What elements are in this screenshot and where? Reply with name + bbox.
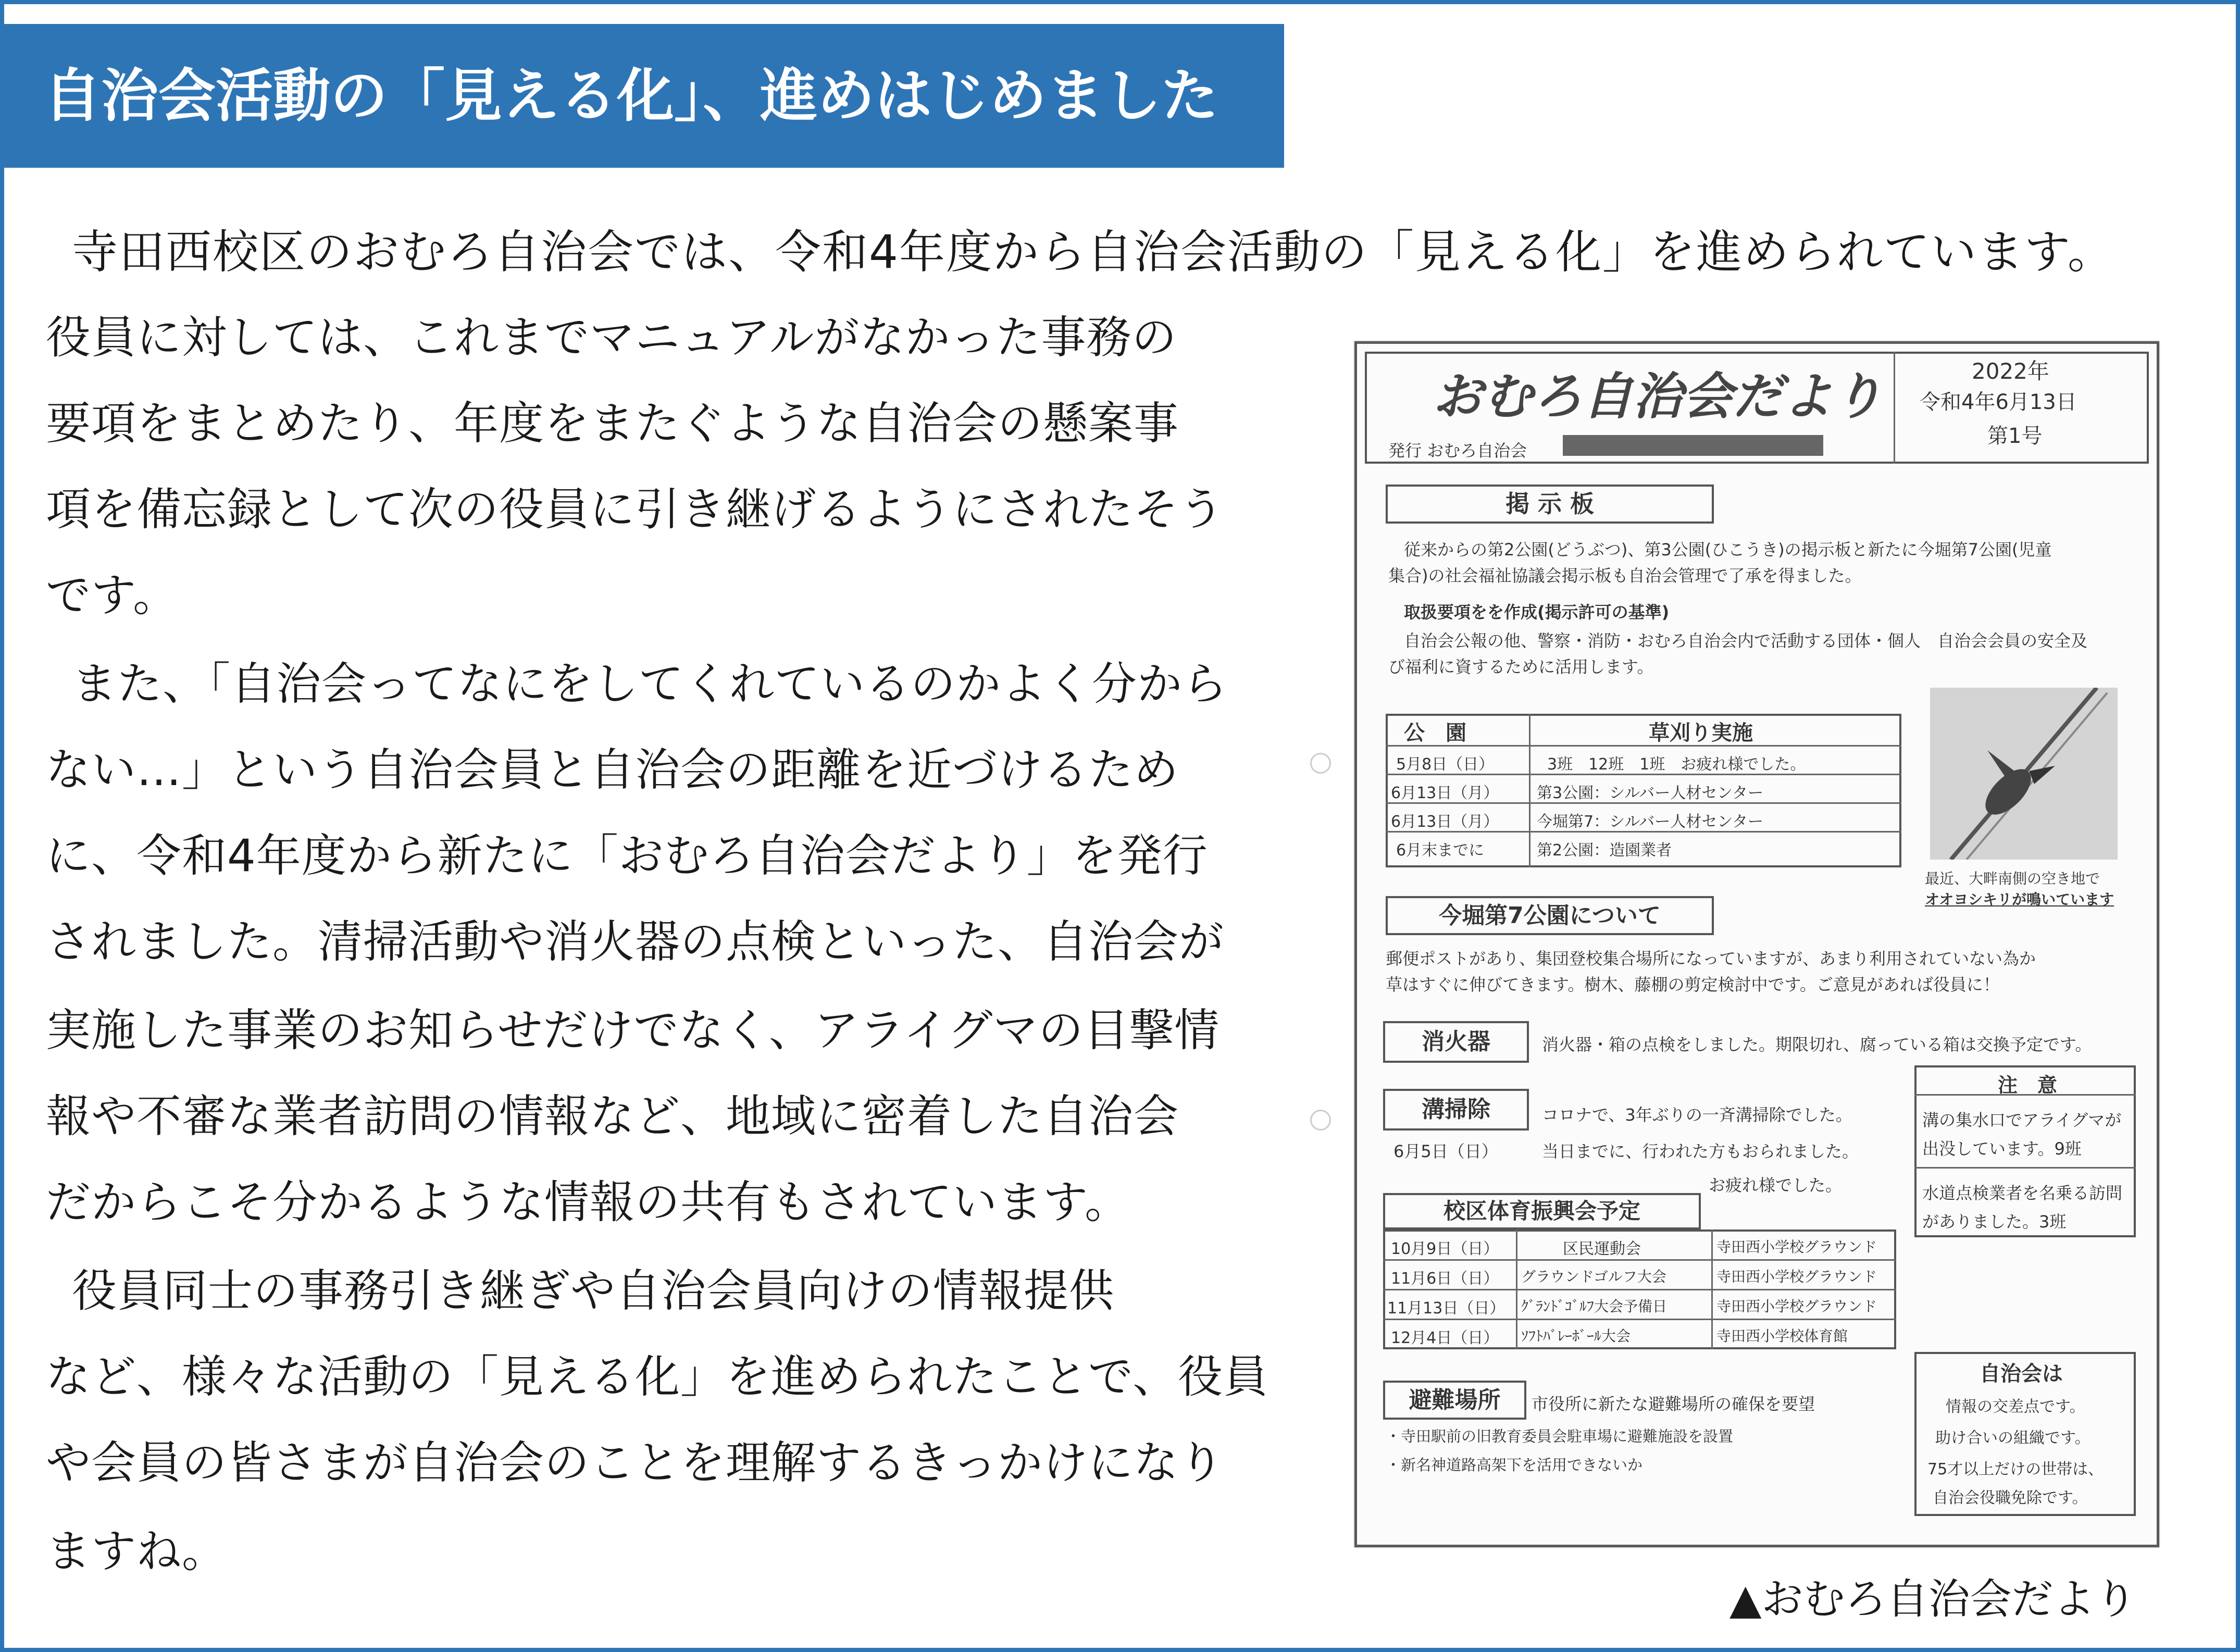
photo-caption: 最近、大畔南側の空き地で <box>1925 870 2100 887</box>
article-line-4: 項を備忘録として次の役員に引き継げるようにされたそう <box>46 483 1224 536</box>
article-line-9: されました。清掃活動や消火器の点検といった、自治会が <box>46 916 1224 968</box>
article-line-2: 役員に対しては、これまでマニュアルがなかった事務の <box>46 312 1177 364</box>
article-line-15: や会員の皆さまが自治会のことを理解するきっかけになり <box>46 1437 1224 1489</box>
sports-event: ｿﾌﾄﾊﾞﾚｰﾎﾞｰﾙ大会 <box>1521 1327 1631 1345</box>
article-line-8: に、令和4年度から新たに「おむろ自治会だより」を発行 <box>46 830 1208 882</box>
article-line-6: また、「自治会ってなにをしてくれているのかよく分から <box>72 658 1228 710</box>
cleaning-label: 溝掃除 <box>1383 1089 1529 1131</box>
article-line-11: 報や不審な業者訪問の情報など、地域に密着した自治会 <box>46 1090 1179 1142</box>
sports-date: 11月13日（日） <box>1387 1299 1505 1318</box>
sports-place: 寺田西小学校グラウンド <box>1716 1238 1877 1256</box>
article-line-12: だからこそ分かるような情報の共有もされています。 <box>46 1176 1130 1228</box>
board-text: 従来からの第2公園(どうぶつ)、第3公園(ひこうき)の掲示板と新たに今堀第7公園(児童 <box>1404 540 2052 560</box>
article-line-1: 寺田西校区のおむろ自治会では、令和4年度から自治会活動の「見える化」を進められています。 <box>72 225 2114 279</box>
sports-event: グラウンドゴルフ大会 <box>1521 1268 1666 1285</box>
park7-text: 郵便ポストがあり、集団登校集合場所になっていますが、あまり利用されていない為か <box>1386 949 2036 968</box>
extinguisher-text: 消火器・箱の点検をしました。期限切れ、腐っている箱は交換予定です。 <box>1542 1035 2092 1054</box>
board-label: 掲 示 板 <box>1386 485 1714 524</box>
photo-caption: オオヨシキリが鳴いています <box>1925 891 2114 908</box>
park-col2: 草刈り実施 <box>1649 721 1753 745</box>
header-divider <box>1894 352 1895 464</box>
about-text: 助け合いの組織です。 <box>1935 1429 2090 1447</box>
article-line-5: です。 <box>46 569 179 622</box>
shelter-text: ・新名神道路高架下を活用できないか <box>1386 1456 1643 1474</box>
sports-place: 寺田西小学校体育館 <box>1716 1327 1848 1345</box>
image-caption: ▲おむろ自治会だより <box>1729 1575 2137 1623</box>
sports-date: 10月9日（日） <box>1391 1240 1499 1258</box>
title-banner <box>0 24 1284 168</box>
about-text: 75才以上だけの世帯は、 <box>1927 1460 2104 1479</box>
cleaning-text: お疲れ様でした。 <box>1709 1175 1843 1195</box>
caution-text: がありました。3班 <box>1922 1212 2067 1232</box>
about-text: 情報の交差点です。 <box>1946 1398 2085 1416</box>
article-line-16: ますね。 <box>46 1525 227 1578</box>
board-text: 集合)の社会福祉協議会掲示板も自治会管理で了承を得ました。 <box>1388 566 1862 586</box>
extinguisher-label: 消火器 <box>1383 1021 1529 1063</box>
article-line-10: 実施した事業のお知らせだけでなく、アライグマの目撃情 <box>46 1004 1220 1057</box>
park7-text: 草はすぐに伸びてきます。樹木、藤棚の剪定検討中です。ご意見があれば役員に！ <box>1386 975 2000 995</box>
caution-text: 溝の集水口でアライグマが <box>1922 1110 2122 1130</box>
shelter-text: 市役所に新たな避難場所の確保を要望 <box>1532 1394 1815 1414</box>
park-date: 6月13日（月） <box>1391 784 1499 802</box>
park-col1: 公 園 <box>1404 721 1466 745</box>
sports-place: 寺田西小学校グラウンド <box>1716 1268 1877 1285</box>
shelter-text: ・寺田駅前の旧教育委員会駐車場に避難施設を設置 <box>1386 1427 1734 1445</box>
article-line-13: 役員同士の事務引き継ぎや自治会員向けの情報提供 <box>72 1265 1114 1317</box>
park-text: 今堀第7：シルバー人材センター <box>1537 813 1764 831</box>
cleaning-text: 当日までに、行われた方もおられました。 <box>1542 1141 1859 1161</box>
cleaning-text: コロナで、3年ぶりの一斉溝掃除でした。 <box>1542 1105 1852 1125</box>
article-line-3: 要項をまとめたり、年度をまたぐような自治会の懸案事 <box>46 398 1179 450</box>
bird-photo <box>1930 688 2118 860</box>
sports-label: 校区体育振興会予定 <box>1383 1193 1701 1229</box>
newsletter-issue: 第1号 <box>1987 424 2043 448</box>
table-line <box>1383 1289 1896 1290</box>
newsletter-title: おむろ自治会だより <box>1433 367 1883 426</box>
park-date: 5月8日（日） <box>1396 755 1495 774</box>
newsletter-year: 2022年 <box>1972 358 2049 384</box>
cleaning-date: 6月5日（日） <box>1393 1141 1498 1161</box>
newsletter-image <box>1354 341 2159 1547</box>
park-text: 3班 12班 1班 お疲れ様でした。 <box>1547 755 1806 774</box>
sports-place: 寺田西小学校グラウンド <box>1716 1298 1877 1315</box>
board-text: 自治会公報の他、警察・消防・おむろ自治会内で活動する団体・個人 自治会会員の安全及 <box>1404 631 2088 651</box>
park-text: 第2公園：造園業者 <box>1537 841 1672 860</box>
table-line <box>1383 1259 1896 1261</box>
park-date: 6月13日（月） <box>1391 813 1499 831</box>
newsletter-publisher: 発行 おむろ自治会 <box>1388 441 1527 461</box>
about-label: 自治会は <box>1980 1362 2063 1386</box>
punch-hole <box>1310 1110 1331 1131</box>
article-line-7: ない…」という自治会員と自治会の距離を近づけるため <box>46 744 1179 796</box>
table-line <box>1383 1319 1896 1320</box>
caution-text: 出没しています。9班 <box>1922 1139 2082 1159</box>
park-text: 第3公園：シルバー人材センター <box>1537 784 1764 802</box>
about-text: 自治会役職免除です。 <box>1933 1489 2088 1507</box>
board-text: 取扱要項をを作成(掲示許可の基準) <box>1404 602 1670 622</box>
board-text: び福利に資するために活用します。 <box>1388 657 1654 677</box>
caution-line <box>1914 1167 2136 1169</box>
sports-date: 11月6日（日） <box>1391 1270 1499 1288</box>
caution-label: 注 意 <box>1998 1074 2058 1097</box>
table-line <box>1529 714 1530 867</box>
table-line <box>1711 1229 1713 1349</box>
park-date: 6月末までに <box>1396 841 1485 860</box>
article-line-14: など、様々な活動の「見える化」を進められたことで、役員 <box>46 1351 1269 1403</box>
table-line <box>1516 1229 1517 1349</box>
punch-hole <box>1310 753 1331 774</box>
sports-event: 区民運動会 <box>1563 1240 1641 1258</box>
park7-label: 今堀第7公園について <box>1386 896 1714 935</box>
caution-text: 水道点検業者を名乗る訪問 <box>1922 1183 2123 1203</box>
newsletter-date: 令和4年6月13日 <box>1920 390 2077 414</box>
shelter-label: 避難場所 <box>1383 1381 1526 1420</box>
article-heading: 自治会活動の「見える化」、進めはじめました <box>44 63 1218 129</box>
sports-event: ｸﾞﾗﾝﾄﾞｺﾞﾙﾌ大会予備日 <box>1521 1298 1667 1315</box>
sports-date: 12月4日（日） <box>1391 1329 1499 1347</box>
redaction-bar <box>1563 435 1823 456</box>
